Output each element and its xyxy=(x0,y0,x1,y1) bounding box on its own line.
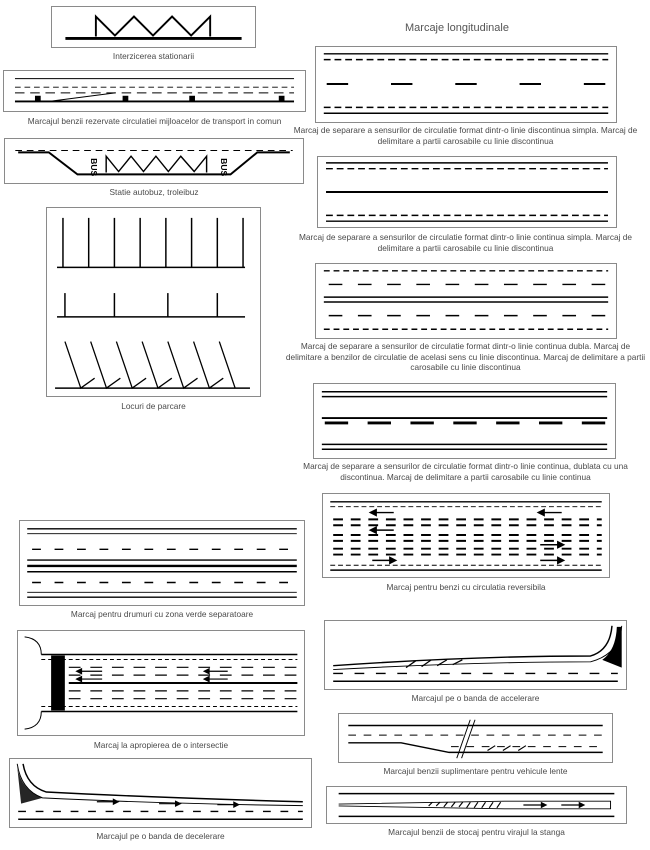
broken-single-diagram xyxy=(316,47,616,122)
caption-intersection: Marcaj la apropierea de o intersectie xyxy=(93,740,229,750)
caption-broken-single: Marcaj de separare a sensurilor de circulatie format dintr-o linie discontinua simpla. Marcaj de delimitare a partii carosabile cu linie discontinua xyxy=(293,125,638,146)
panel-bus-lane xyxy=(3,70,306,112)
bus-label-left: BUS xyxy=(88,158,99,177)
solid-double-diagram xyxy=(316,264,616,338)
panel-green-zone xyxy=(19,520,305,606)
parking-diagram xyxy=(47,208,260,396)
green-zone-diagram xyxy=(20,521,304,605)
caption-parking: Locuri de parcare xyxy=(121,401,186,411)
panel-left-turn-storage xyxy=(326,786,627,824)
page-title: Marcaje longitudinale xyxy=(405,22,509,34)
left-turn-storage-diagram xyxy=(327,787,626,823)
caption-deceleration: Marcajul pe o banda de decelerare xyxy=(96,831,225,841)
panel-no-stopping xyxy=(51,6,256,48)
caption-reversible: Marcaj pentru benzi cu circulatia reversibila xyxy=(386,582,546,592)
intersection-diagram xyxy=(18,631,304,735)
reversible-diagram xyxy=(323,494,609,577)
slow-vehicles-diagram xyxy=(339,714,612,762)
caption-slow-vehicles: Marcajul benzii suplimentare pentru vehicule lente xyxy=(383,766,568,776)
caption-left-turn-storage: Marcajul benzii de stocaj pentru virajul la stanga xyxy=(388,827,565,837)
panel-solid-broken xyxy=(313,383,616,459)
caption-solid-double: Marcaj de separare a sensurilor de circulatie format dintr-o linie continua dubla. Marcaj de delimitare a benzilor de circulatie de acelasi sens cu linie discontinua. Marcaj de delimitare a partii carosabile cu linie discontinua xyxy=(285,341,646,372)
panel-intersection xyxy=(17,630,305,736)
panel-solid-double xyxy=(315,263,617,339)
caption-green-zone: Marcaj pentru drumuri cu zona verde separatoare xyxy=(70,609,254,619)
bus-stop-diagram xyxy=(5,139,303,183)
caption-bus-stop: Statie autobuz, troleibuz xyxy=(109,187,199,197)
caption-solid-single: Marcaj de separare a sensurilor de circulatie format dintr-o linie continua simpla. Marcaj de delimitare a partii carosabile cu linie discontinua xyxy=(299,232,632,253)
caption-acceleration: Marcajul pe o banda de accelerare xyxy=(411,693,540,703)
panel-broken-single xyxy=(315,46,617,123)
solid-single-diagram xyxy=(318,157,616,227)
panel-parking xyxy=(46,207,261,397)
panel-slow-vehicles xyxy=(338,713,613,763)
caption-no-stopping: Interzicerea stationarii xyxy=(112,51,195,61)
bus-lane-diagram xyxy=(4,71,305,111)
panel-solid-single xyxy=(317,156,617,228)
caption-bus-lane: Marcajul benzii rezervate circulatiei mijloacelor de transport in comun xyxy=(27,116,282,126)
no-stopping-diagram xyxy=(52,7,255,47)
panel-deceleration xyxy=(9,758,312,828)
panel-acceleration xyxy=(324,620,627,690)
bus-label-right: BUS xyxy=(218,158,229,177)
solid-broken-diagram xyxy=(314,384,615,458)
panel-reversible xyxy=(322,493,610,578)
deceleration-diagram xyxy=(10,759,311,827)
panel-bus-stop xyxy=(4,138,304,184)
acceleration-diagram xyxy=(325,621,626,689)
caption-solid-broken: Marcaj de separare a sensurilor de circulatie format dintr-o linie continua, dublata cu una discontinua. Marcaj de delimitare a partii carosabile cu linie continua xyxy=(303,461,628,482)
